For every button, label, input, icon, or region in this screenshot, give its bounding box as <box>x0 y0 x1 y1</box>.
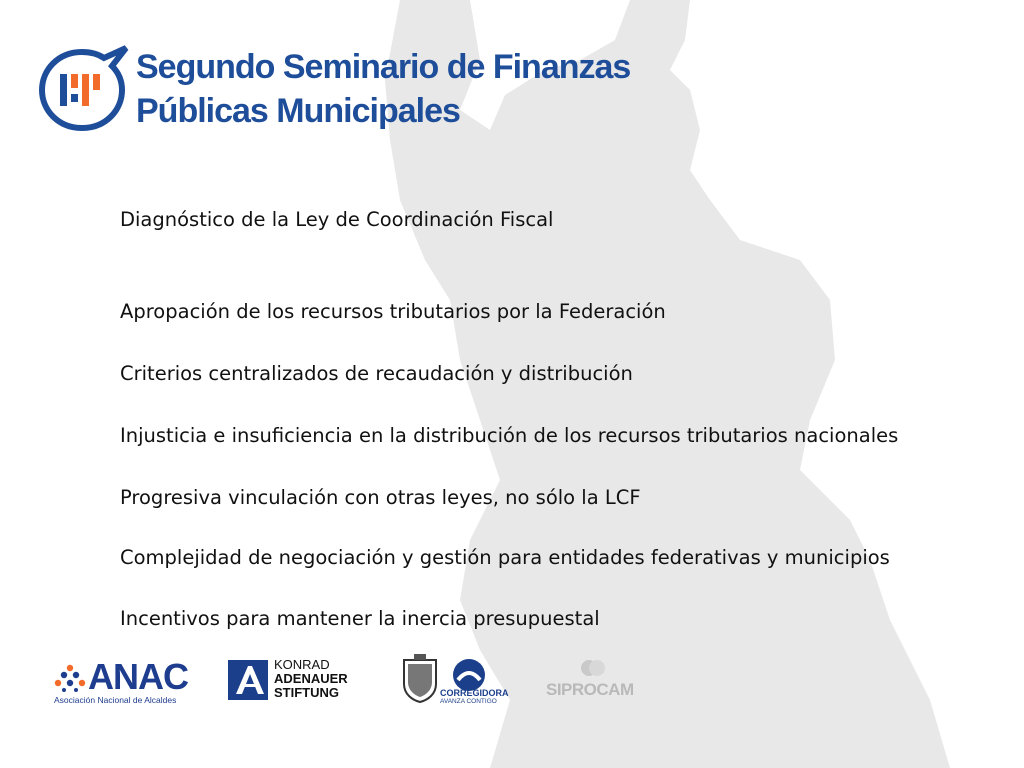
corregidora-logo <box>400 654 510 706</box>
list-item: Complejidad de negociación y gestión para entidades federativas y municipios <box>120 546 890 569</box>
list-item: Apropación de los recursos tributarios por la Federación <box>120 300 666 323</box>
kas-wordmark <box>274 658 348 700</box>
list-item: Criterios centralizados de recaudación y distribución <box>120 362 633 385</box>
corregidora-wordmark: CORREGIDORA <box>440 688 509 698</box>
sponsor-logos <box>0 650 1024 710</box>
anac-logo <box>54 658 194 704</box>
corregidora-emblem-icon <box>452 658 486 692</box>
corregidora-slogan: AVANZA CONTIGO <box>440 698 497 705</box>
list-item: Injusticia e insuficiencia en la distribución de los recursos tributarios nacionales <box>120 424 899 447</box>
siprocam-logo <box>546 656 646 706</box>
kas-line-1: KONRAD <box>274 657 330 672</box>
anac-wordmark: ANAC <box>88 656 188 697</box>
list-item: Progresiva vinculación con otras leyes, no sólo la LCF <box>120 486 641 509</box>
coat-of-arms-icon <box>400 654 440 704</box>
siprocam-icon <box>580 656 606 680</box>
seminar-title-line-1: Segundo Seminario de Finanzas <box>136 48 631 86</box>
anac-dots-icon <box>54 664 86 692</box>
konrad-adenauer-logo <box>228 658 368 704</box>
list-item: Incentivos para mantener la inercia presupuestal <box>120 607 600 630</box>
fp-logo-icon <box>36 44 132 134</box>
kas-line-2: ADENAUER <box>274 671 348 686</box>
kas-emblem-icon <box>228 660 268 700</box>
siprocam-wordmark: SIPROCAM <box>546 680 634 699</box>
slide-heading: Diagnóstico de la Ley de Coordinación Fiscal <box>120 208 554 231</box>
kas-line-3: STIFTUNG <box>274 685 339 700</box>
anac-subtitle: Asociación Nacional de Alcaldes <box>54 695 177 705</box>
seminar-title-line-2: Públicas Municipales <box>136 92 460 130</box>
